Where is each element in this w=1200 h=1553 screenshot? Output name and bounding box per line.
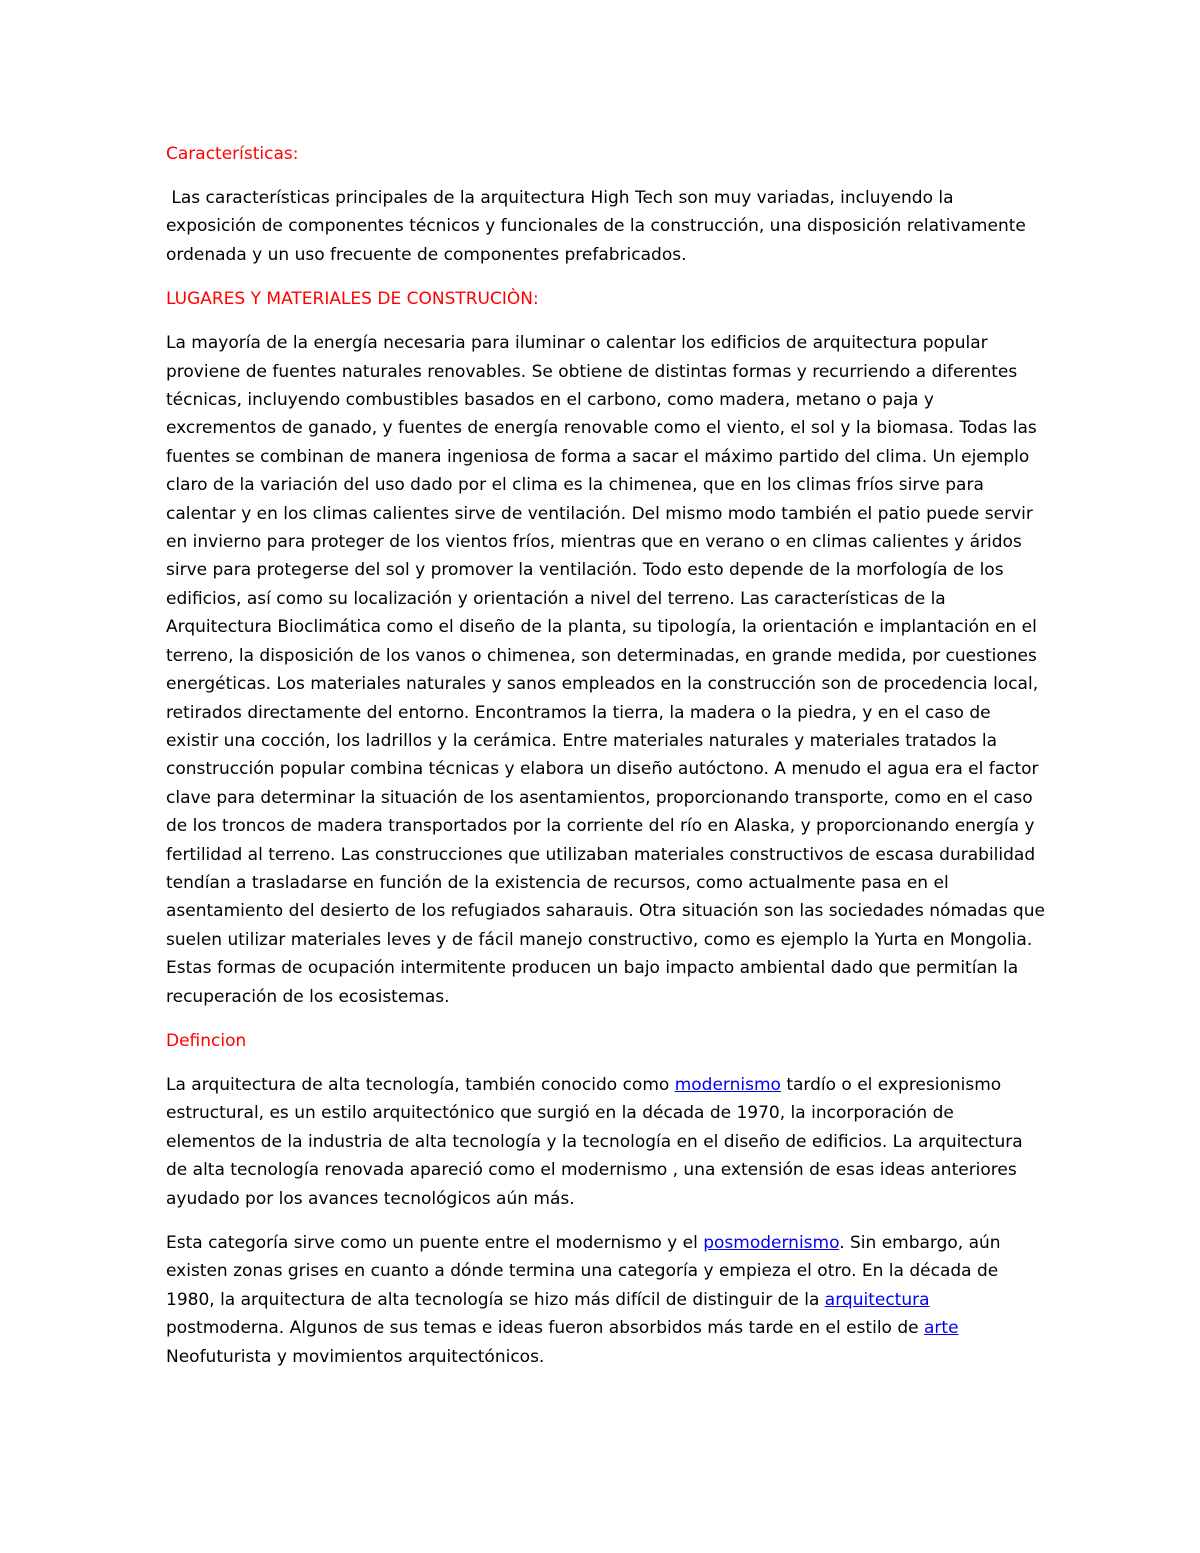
heading-definicion: Defincion xyxy=(166,1030,247,1051)
heading-lugares-materiales: LUGARES Y MATERIALES DE CONSTRUCIÒN: xyxy=(166,289,539,310)
paragraph-definicion-2 xyxy=(166,1229,1046,1371)
document-page xyxy=(166,140,1046,1387)
text-span: La arquitectura de alta tecnología, también conocido como xyxy=(166,1074,675,1095)
paragraph-caracteristicas: Las características principales de la arquitectura High Tech son muy variadas, incluyendo la exposición de componentes técnicos y funcionales de la construcción, una disposición relativamente ordenada y un uso frecuente de componentes prefabricados. xyxy=(166,188,1032,265)
link-modernismo[interactable]: modernismo xyxy=(674,1074,781,1095)
text-span: postmoderna. Algunos de sus temas e ideas fueron absorbidos más tarde en el estilo de xyxy=(166,1318,925,1339)
text-span: Neofuturista y movimientos arquitectónicos. xyxy=(166,1346,545,1367)
paragraph-lugares-materiales: La mayoría de la energía necesaria para iluminar o calentar los edificios de arquitectura popular proviene de fuentes naturales renovables. Se obtiene de distintas formas y recurriendo a diferentes técnicas, incluyendo combustibles basados en el carbono, como madera, metano o paja y excrementos de ganado, y fuentes de energía renovable como el viento, el sol y la biomasa. Todas las fuentes se combinan de manera ingeniosa de forma a sacar el máximo partido del clima. Un ejemplo claro de la variación del uso dado por el clima es la chimenea, que en los climas fríos sirve para calentar y en los climas calientes sirve de ventilación. Del mismo modo también el patio puede servir en invierno para proteger de los vientos fríos, mientras que en verano o en climas calientes y áridos sirve para protegerse del sol y promover la ventilación. Todo esto depende de la morfología de los edificios, así como su localización y orientación a nivel del terreno. Las características de la Arquitectura Bioclimática como el diseño de la planta, su tipología, la orientación e implantación en el terreno, la disposición de los vanos o chimenea, son determinadas, en grande medida, por cuestiones energéticas. Los materiales naturales y sanos empleados en la construcción son de procedencia local, retirados directamente del entorno. Encontramos la tierra, la madera o la piedra, y en el caso de existir una cocción, los ladrillos y la cerámica. Entre materiales naturales y materiales tratados la construcción popular combina técnicas y elabora un diseño autóctono. A menudo el agua era el factor clave para determinar la situación de los asentamientos, proporcionando transporte, como en el caso de los troncos de madera transportados por la corriente del río en Alaska, y proporcionando energía y fertilidad al terreno. Las construcciones que utilizaban materiales constructivos de escasa durabilidad tendían a trasladarse en función de la existencia de recursos, como actualmente pasa en el asentamiento del desierto de los refugiados saharauis. Otra situación son las sociedades nómadas que suelen utilizar materiales leves y de fácil manejo constructivo, como es ejemplo la Yurta en Mongolia. Estas formas de ocupación intermitente producen un bajo impacto ambiental dado que permitían la recuperación de los ecosistemas. xyxy=(166,333,1045,1007)
link-arte[interactable]: arte xyxy=(924,1318,959,1339)
link-arquitectura[interactable]: arquitectura xyxy=(824,1289,930,1310)
text-span: Esta categoría sirve como un puente entre el modernismo y el xyxy=(166,1233,704,1253)
heading-caracteristicas: Características: xyxy=(166,144,299,164)
text-span: . Sin embargo, aún existen zonas grises en cuanto a dónde termina una categoría y empieza el otro. En la década de 1980, la arquitectura de alta tecnología se hizo más difícil de distinguir de la xyxy=(166,1233,1001,1310)
text-span: tardío o el expresionismo estructural, es un estilo arquitectónico que surgió en la década de 1970, la incorporación de elementos de la industria de alta tecnología y la tecnología en el diseño de edificios. La arquitectura de alta tecnología renovada apareció como el modernismo , una extensión de esas ideas anteriores ayudado por los avances tecnológicos aún más. xyxy=(166,1074,1023,1209)
paragraph-definicion-1 xyxy=(166,1071,1046,1213)
link-posmodernismo[interactable]: posmodernismo xyxy=(703,1233,840,1253)
